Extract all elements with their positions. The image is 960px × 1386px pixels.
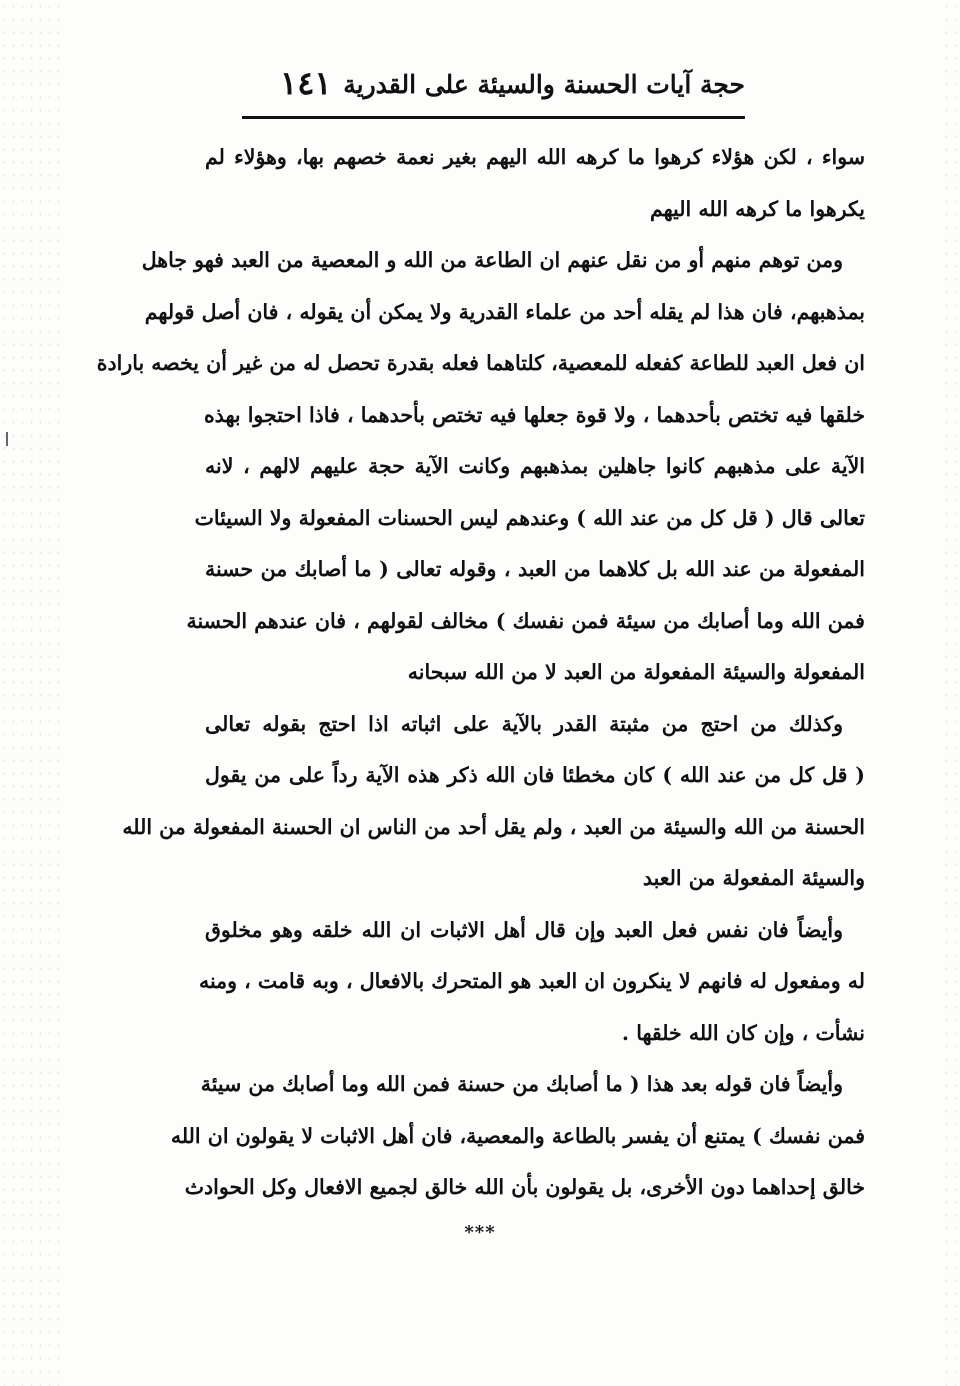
section-ornament: *** bbox=[464, 1222, 496, 1243]
page-number: ١٤١ bbox=[280, 64, 332, 102]
text-line: المفعولة من عند الله بل كلاهما من العبد ، وقوله تعالى ( ما أصابك من حسنة bbox=[205, 557, 865, 581]
text-line: ان فعل العبد للطاعة كفعله للمعصية، كلتاهما فعله بقدرة تحصل له من غير أن يخصه بارادة bbox=[96, 351, 865, 375]
text-line: فمن الله وما أصابك من سيئة فمن نفسك ) مخالف لقولهم ، فان عندهم الحسنة bbox=[186, 608, 865, 633]
text-line: الآية على مذهبهم كانوا جاهلين بمذهبهم وكانت الآية حجة عليهم لالهم ، لانه bbox=[205, 454, 865, 478]
text-line: فمن نفسك ) يمتنع أن يفسر بالطاعة والمعصية، فان أهل الاثبات لا يقولون ان الله bbox=[170, 1123, 865, 1148]
margin-mark bbox=[6, 432, 8, 446]
text-line: بمذهبهم، فان هذا لم يقله أحد من علماء القدرية ولا يمكن أن يقوله ، فان أصل قولهم bbox=[144, 299, 865, 324]
text-line: ومن توهم منهم أو من نقل عنهم ان الطاعة من الله و المعصية من العبد فهو جاهل bbox=[141, 248, 843, 272]
text-line: وأيضاً فان نفس فعل العبد وإن قال أهل الاثبات ان الله خلقه وهو مخلوق bbox=[205, 917, 843, 942]
text-line: تعالى قال ( قل كل من عند الله ) وعندهم ليس الحسنات المفعولة ولا السيئات bbox=[194, 505, 865, 530]
text-line: خالق إحداهما دون الأخرى، بل يقولون بأن الله خالق لجميع الافعال وكل الحوادث bbox=[184, 1175, 865, 1199]
text-line: والسيئة المفعولة من العبد bbox=[642, 866, 865, 890]
text-line: وأيضاً فان قوله بعد هذا ( ما أصابك من حسنة فمن الله وما أصابك من سيئة bbox=[200, 1072, 843, 1096]
header-title: حجة آيات الحسنة والسيئة على القدرية bbox=[343, 70, 745, 99]
text-line: نشأت ، وإن كان الله خلقها . bbox=[621, 1020, 865, 1045]
running-header bbox=[240, 64, 745, 116]
text-line: له ومفعول له فانهم لا ينكرون ان العبد هو المتحرك بالافعال ، وبه قامت ، ومنه bbox=[198, 969, 865, 993]
text-line: خلقها فيه تختص بأحدهما ، ولا قوة جعلها فيه تختص بأحدهما ، فاذا احتجوا بهذه bbox=[203, 402, 865, 427]
text-line: سواء ، لكن هؤلاء كرهوا ما كرهه الله اليهم بغير نعمة خصهم بها، وهؤلاء لم bbox=[205, 145, 865, 169]
body-text bbox=[96, 132, 865, 1214]
text-line: المفعولة والسيئة المفعولة من العبد لا من الله سبحانه bbox=[407, 660, 865, 684]
text-line: الحسنة من الله والسيئة من العبد ، ولم يقل أحد من الناس ان الحسنة المفعولة من الله bbox=[122, 814, 865, 839]
scan-noise-right bbox=[942, 0, 960, 1386]
scan-noise-left bbox=[0, 0, 60, 1386]
text-line: يكرهوا ما كرهه الله اليهم bbox=[649, 196, 865, 221]
text-line: وكذلك من احتج من مثبتة القدر بالآية على اثباته اذا احتج بقوله تعالى bbox=[205, 711, 843, 736]
header-rule bbox=[242, 116, 745, 119]
text-line: ( قل كل من عند الله ) كان مخطئا فان الله ذكر هذه الآية رداً على من يقول bbox=[205, 763, 865, 787]
